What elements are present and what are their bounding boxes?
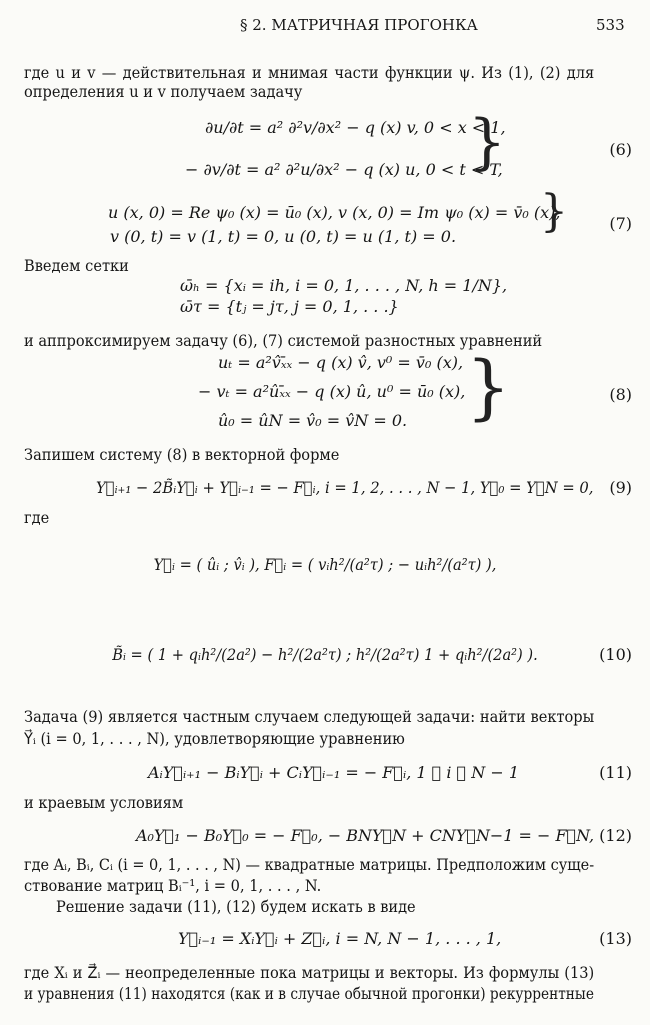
matrix-b-definition: B̃ᵢ = ( 1 + qᵢh²/(2a²) − h²/(2a²τ) ; h²/(2a²τ) 1 + qᵢh²/(2a²) ). [112,645,538,664]
paragraph-line: где Aᵢ, Bᵢ, Cᵢ (i = 0, 1, . . . , N) — квадратные матрицы. Предположим суще- [24,856,595,874]
paragraph-line: Задача (9) является частным случаем следующей задачи: найти векторы [24,708,595,726]
equation-8-line-3: û₀ = ûN = v̂₀ = v̂N = 0. [218,411,408,430]
equation-number: (10) [599,645,632,664]
equation-9: Y⃗ᵢ₊₁ − 2B̃ᵢY⃗ᵢ + Y⃗ᵢ₋₁ = − F⃗ᵢ, i = 1, 2, . . . , N − 1, Y⃗₀ = Y⃗N = 0, [96,478,594,497]
equation-13: Y⃗ᵢ₋₁ = XᵢY⃗ᵢ + Z⃗ᵢ, i = N, N − 1, . . . , 1, [178,929,502,948]
paragraph-line: и краевым условиям [24,794,184,812]
page-number: 533 [596,16,625,34]
paragraph-line: где u и v — действительная и мнимая части функции ψ. Из (1), (2) для [24,64,595,82]
right-brace-icon: } [468,107,507,177]
equation-number: (6) [609,140,632,159]
paragraph-line: где [24,509,50,527]
equation-number: (11) [599,763,632,782]
paragraph-line: и уравнения (11) находятся (как и в случае обычной прогонки) рекуррентные [24,985,594,1003]
paragraph-line: Введем сетки [24,257,129,275]
vector-definitions: Y⃗ᵢ = ( ûᵢ ; v̂ᵢ ), F⃗ᵢ = ( vᵢh²/(a²τ) ; − uᵢh²/(a²τ) ), [153,555,497,574]
paragraph-line: и аппроксимируем задачу (6), (7) системой разностных уравнений [24,332,543,350]
equation-number: (7) [609,214,632,233]
paragraph-line: ствование матриц Bᵢ⁻¹, i = 0, 1, . . . , N. [24,877,322,895]
equation-number: (13) [599,929,632,948]
equation-number: (9) [609,478,632,497]
paragraph-line: Решение задачи (11), (12) будем искать в виде [56,898,416,916]
equation-7-line-2: v (0, t) = v (1, t) = 0, u (0, t) = u (1, t) = 0. [110,227,457,246]
paragraph-line: Y⃗ᵢ (i = 0, 1, . . . , N), удовлетворяющие уравнению [24,730,405,748]
grid-definition: ω̄τ = {tⱼ = jτ, j = 0, 1, . . .} [180,297,399,316]
right-brace-icon: } [466,346,511,428]
equation-8-line-1: uₜ = a²v̂ₓ̄ₓ − q (x) v̂, v⁰ = v̄₀ (x), [218,353,464,372]
section-title: § 2. МАТРИЧНАЯ ПРОГОНКА [240,16,478,34]
grid-definition: ω̄ₕ = {xᵢ = ih, i = 0, 1, . . . , N, h = 1/N}, [180,276,508,295]
equation-6-line-2: − ∂v/∂t = a² ∂²u/∂x² − q (x) u, 0 < t < T, [185,160,503,179]
equation-12: A₀Y⃗₁ − B₀Y⃗₀ = − F⃗₀, − BNY⃗N + CNY⃗N−1 = − F⃗N, [136,826,595,845]
paragraph-line: Запишем систему (8) в векторной форме [24,446,340,464]
equation-8-line-2: − vₜ = a²ûₓ̄ₓ − q (x) û, u⁰ = ū₀ (x), [198,382,466,401]
equation-11: AᵢY⃗ᵢ₊₁ − BᵢY⃗ᵢ + CᵢY⃗ᵢ₋₁ = − F⃗ᵢ, 1 ⩽ i ⩽ N − 1 [148,763,519,782]
equation-number: (8) [609,385,632,404]
equation-number: (12) [599,826,632,845]
equation-6-line-1: ∂u/∂t = a² ∂²v/∂x² − q (x) v, 0 < x < 1, [205,118,506,137]
equation-7-line-1: u (x, 0) = Re ψ₀ (x) = ū₀ (x), v (x, 0) = Im ψ₀ (x) = v̄₀ (x), [108,203,561,222]
paragraph-line: где Xᵢ и Z⃗ᵢ — неопределенные пока матрицы и векторы. Из формулы (13) [24,964,595,982]
paragraph-line: определения u и v получаем задачу [24,83,303,101]
right-brace-icon: } [540,186,568,237]
